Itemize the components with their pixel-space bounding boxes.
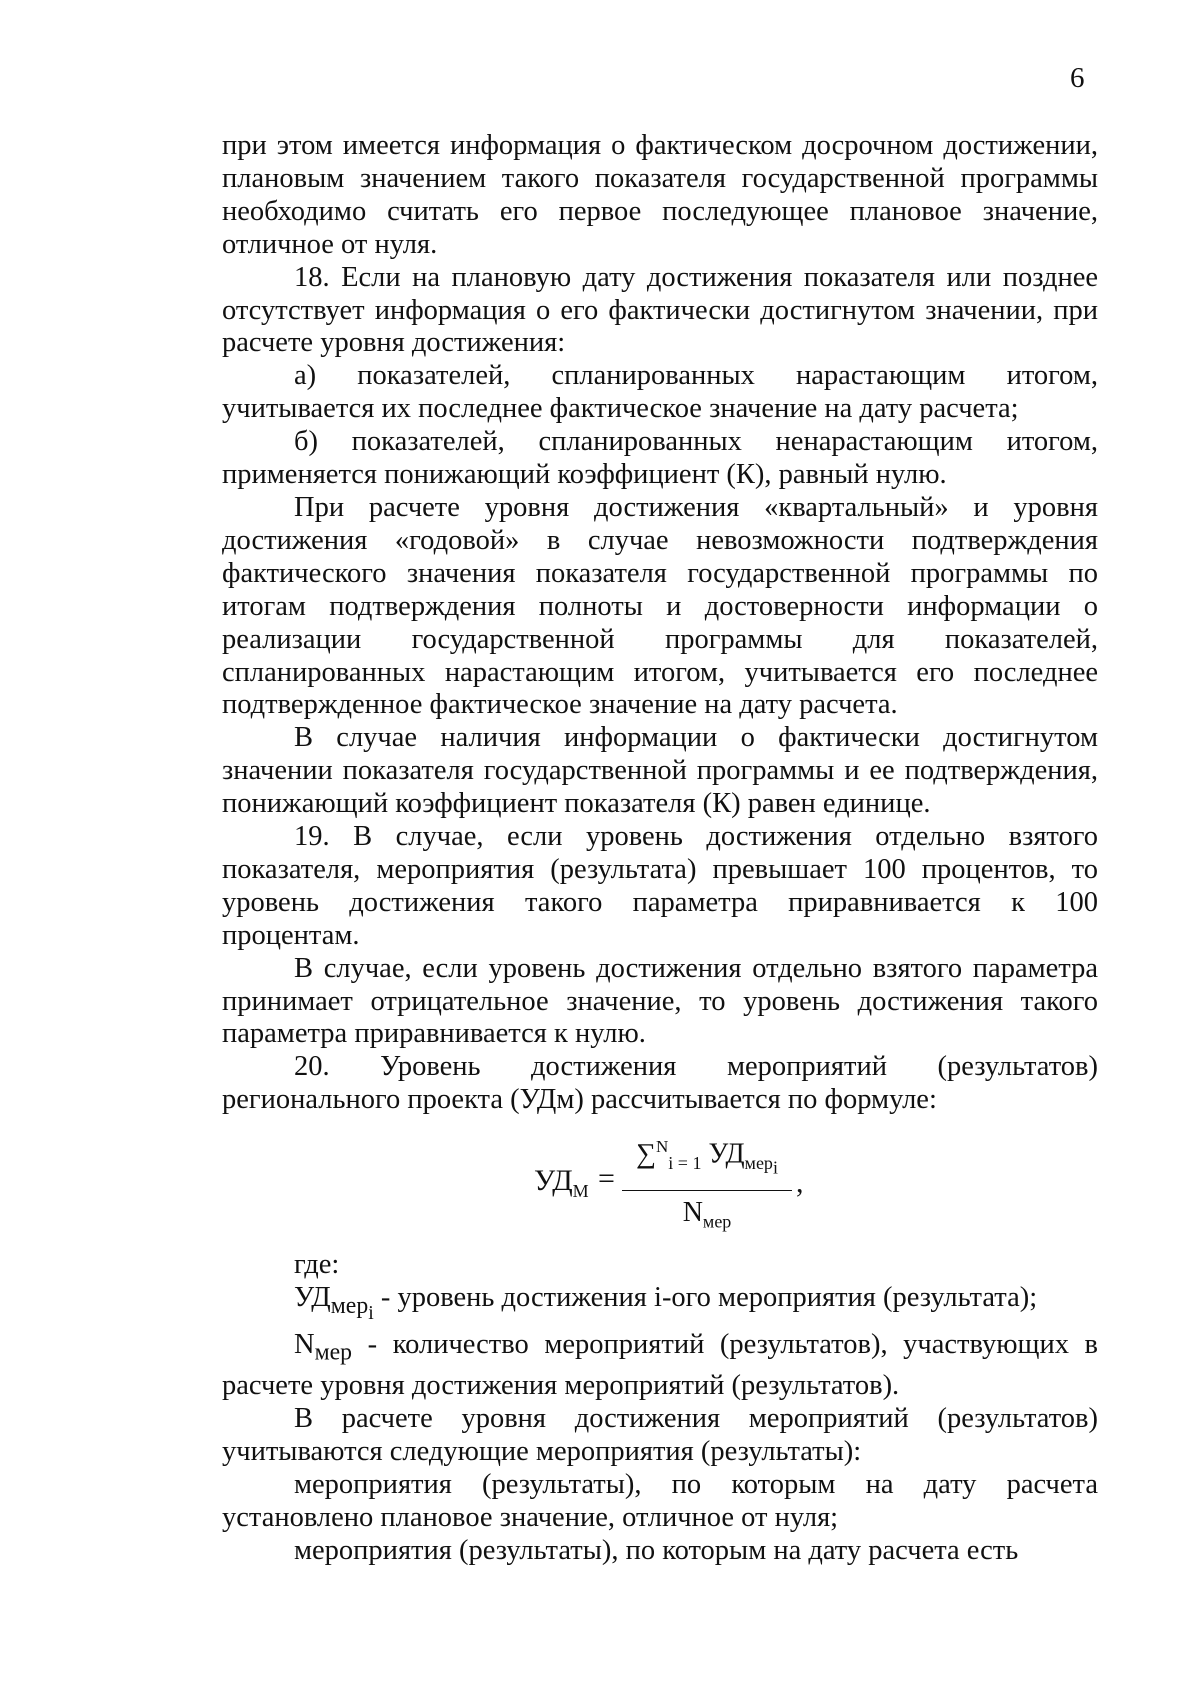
paragraph: 18. Если на плановую дату достижения показателя или позднее отсутствует информация о его фактически достигнутом значении, при расчете уровня достижения: bbox=[222, 261, 1098, 359]
paragraph: В случае, если уровень достижения отдельно взятого параметра принимает отрицательное значение, то уровень достижения такого параметра приравнивается к нулю. bbox=[222, 952, 1098, 1050]
paragraph: при этом имеется информация о фактическом досрочном достижении, плановым значением такого показателя государственной программы необходимо считать его первое последующее плановое значение, отличное от нуля. bbox=[222, 130, 1098, 260]
fraction-bar bbox=[622, 1190, 792, 1191]
document-body bbox=[222, 130, 1098, 1567]
paragraph: 19. В случае, если уровень достижения отдельно взятого показателя, мероприятия (результата) превышает 100 процентов, то уровень достижения такого параметра приравнивается к 100 процентам. bbox=[222, 821, 1098, 951]
where-label: где: bbox=[294, 1249, 340, 1281]
paragraph: а) показателей, спланированных нарастающим итогом, учитывается их последнее фактическое значение на дату расчета; bbox=[222, 360, 1098, 425]
formula-lhs: $УД_М$ bbox=[534, 1164, 589, 1202]
formula-denominator: $N_{мер}$ bbox=[682, 1196, 732, 1232]
formula-comma: , bbox=[796, 1166, 804, 1200]
paragraph: мероприятия (результаты), по которым на дату расчета установлено плановое значение, отличное от нуля; bbox=[222, 1468, 1098, 1533]
formula-numerator: ∑$^N_{i = 1}$ $УД_{мер_i}$ bbox=[636, 1137, 778, 1178]
paragraph: В случае наличия информации о фактически достигнутом значении показателя государственной программы и ее подтверждения, понижающий коэффициент показателя (К) равен единице. bbox=[222, 722, 1098, 820]
paragraph: В расчете уровня достижения мероприятий (результатов) учитываются следующие мероприятия (результаты): bbox=[222, 1402, 1098, 1467]
formula bbox=[222, 1127, 1098, 1232]
paragraph: б) показателей, спланированных ненарастающим итогом, применяется понижающий коэффициент (К), равный нулю. bbox=[222, 426, 1098, 491]
page-number: 6 bbox=[1070, 62, 1085, 94]
paragraph: мероприятия (результаты), по которым на дату расчета есть bbox=[294, 1534, 1019, 1566]
formula-fraction bbox=[622, 1127, 792, 1239]
definition-item: $N_{мер}$ - количество мероприятий (результатов), участвующих в расчете уровня достижения мероприятий (результатов). bbox=[222, 1329, 1098, 1402]
formula-equals: = bbox=[598, 1162, 615, 1196]
definition-item: $УД_{мер_i}$ - уровень достижения i-ого мероприятия (результата); bbox=[294, 1282, 1038, 1324]
paragraph: При расчете уровня достижения «квартальный» и уровня достижения «годовой» в случае невозможности подтверждения фактического значения показателя государственной программы по итогам подтверждения полноты и достоверности информации о реализации государственной программы для показателей, спланированных нарастающим итогом, учитывается его последнее подтвержденное фактическое значение на дату расчета. bbox=[222, 491, 1098, 721]
paragraph: 20. Уровень достижения мероприятий (результатов) регионального проекта (УДм) рассчитывается по формуле: bbox=[222, 1051, 1098, 1116]
